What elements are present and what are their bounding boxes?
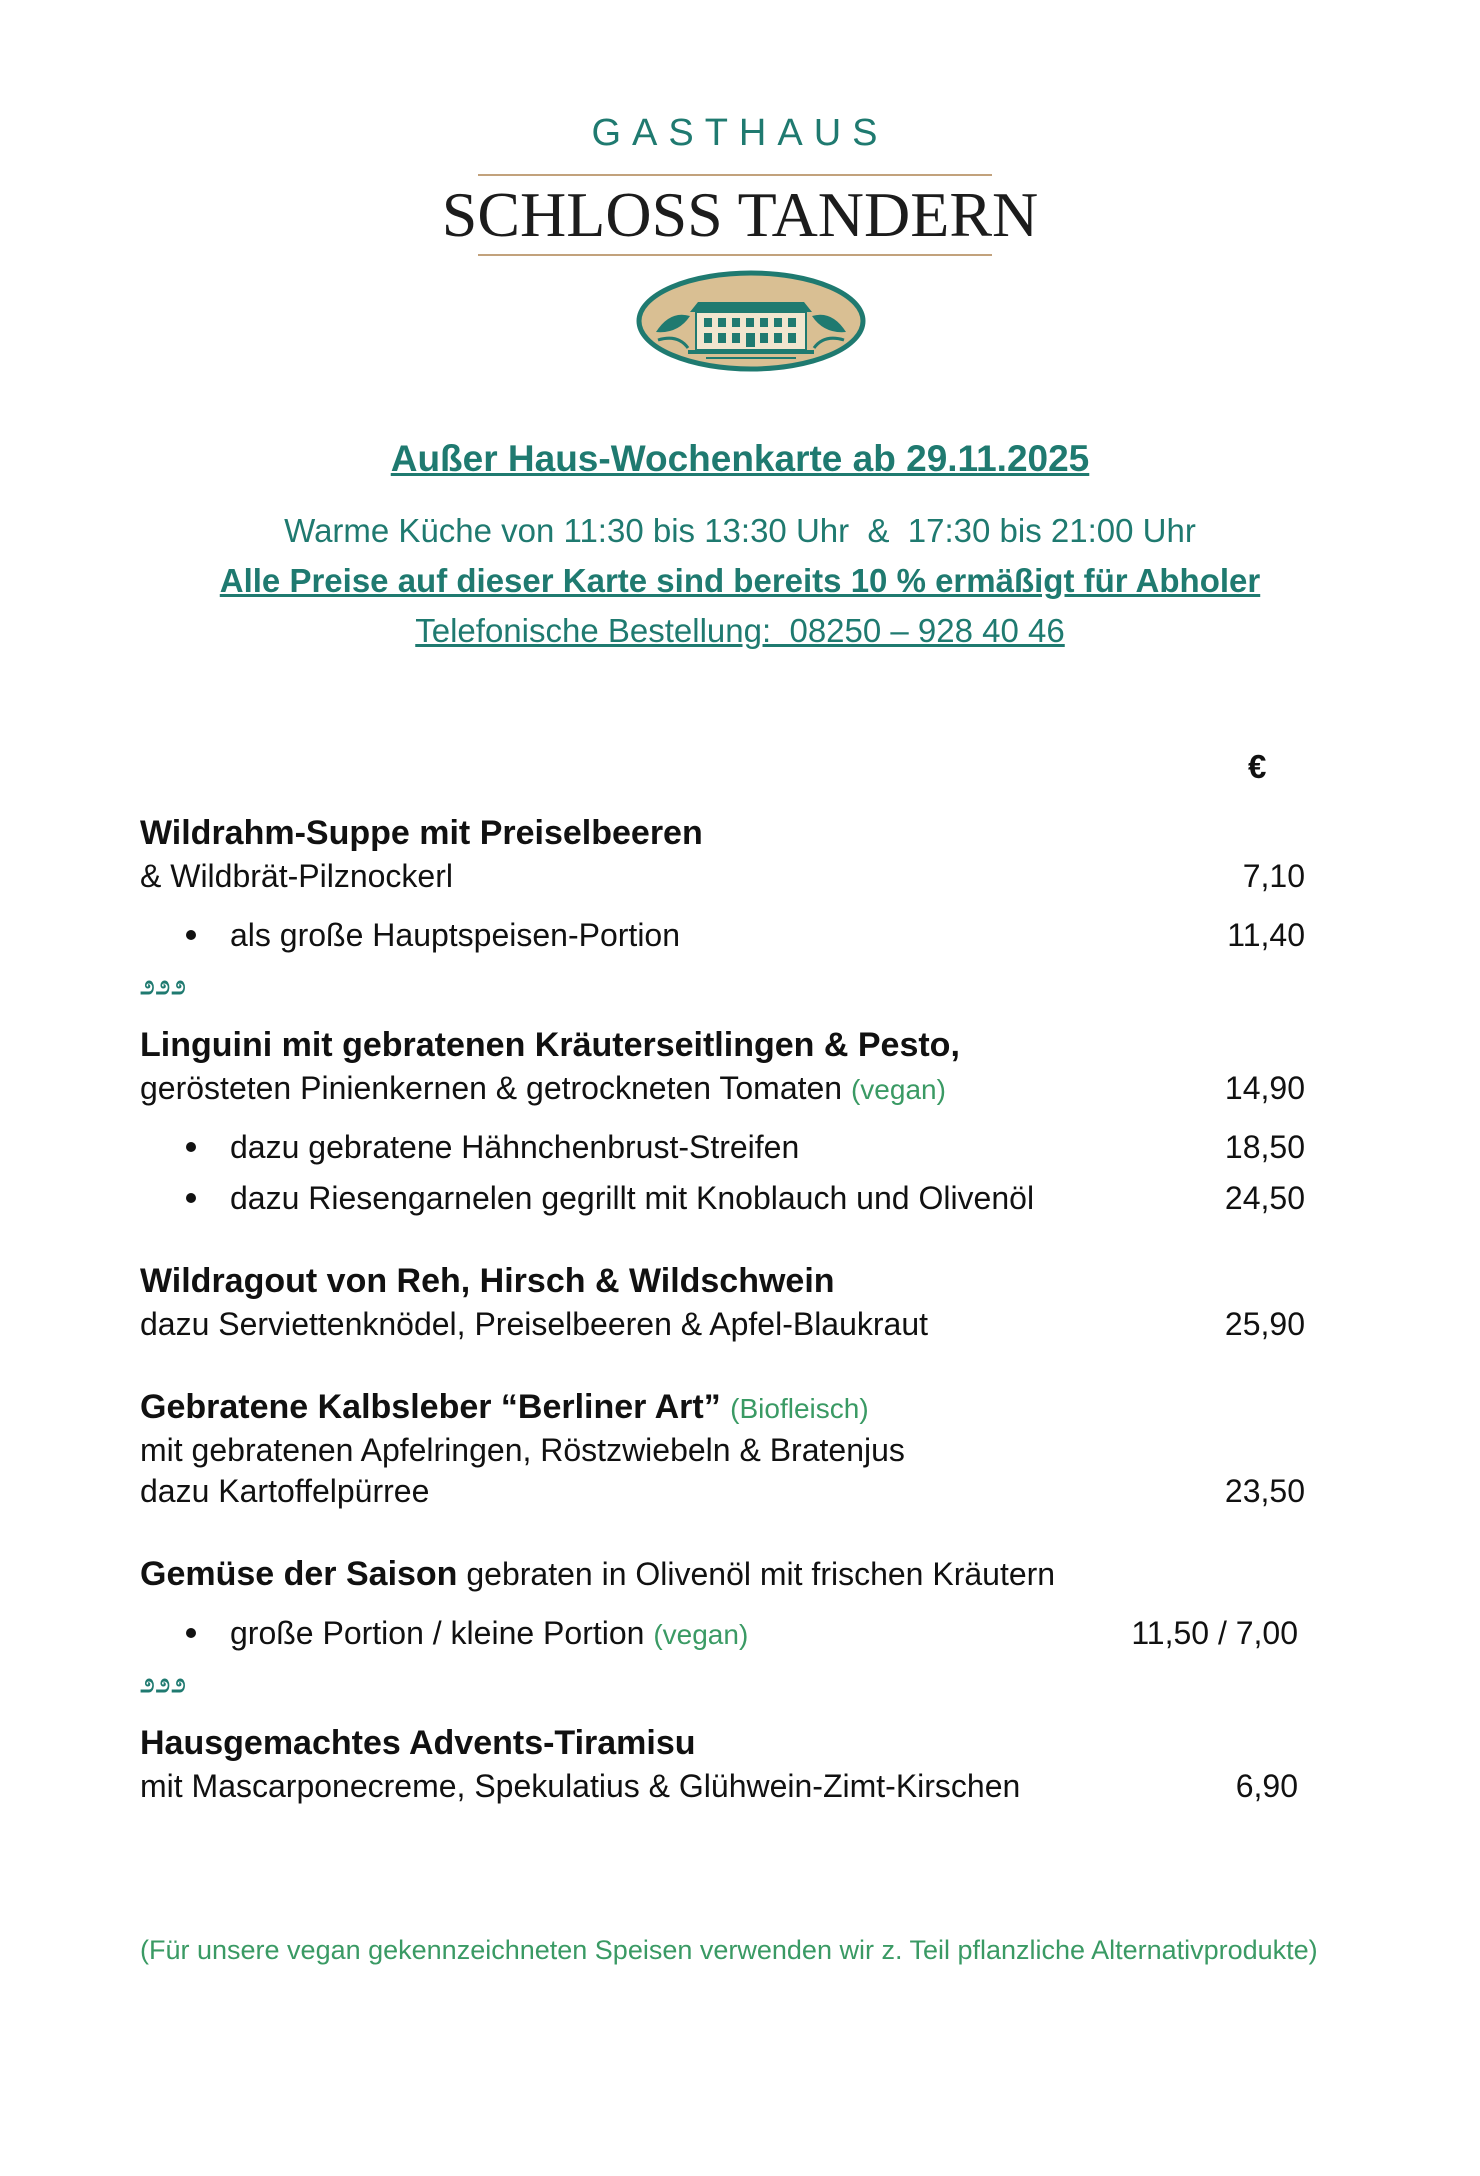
brand-name: SCHLOSS TANDERN (441, 179, 1039, 250)
option-price: 24,50 (1224, 1180, 1305, 1216)
dish-title-liver (140, 1388, 869, 1427)
list-item (186, 1180, 1034, 1217)
list-item (186, 917, 680, 954)
list-item (186, 1129, 799, 1166)
menu-title: Außer Haus-Wochenkarte ab 29.11.2025 (390, 438, 1090, 479)
phone-order: Telefonische Bestellung: 08250 – 928 40 46 (415, 612, 1065, 649)
vegan-tag: (vegan) (653, 1619, 749, 1650)
option-label: als große Hauptspeisen-Portion (230, 917, 681, 953)
dish-title-vegetables (140, 1555, 1055, 1594)
dish-desc-liver-2: dazu Kartoffelpürree (140, 1473, 430, 1509)
dish-price-liver: 23,50 (1224, 1473, 1305, 1509)
option-price: 11,50 / 7,00 (1131, 1615, 1298, 1651)
dish-price-soup: 7,10 (1242, 858, 1305, 894)
logo-rule-bottom (478, 254, 992, 256)
dish-desc-liver-1: mit gebratenen Apfelringen, Röstzwiebeln & Bratenjus (140, 1432, 905, 1468)
title-text: Gemüse der Saison (140, 1555, 458, 1593)
dish-desc-soup: & Wildbrät-Pilznockerl (140, 858, 453, 894)
dish-desc-dessert: mit Mascarponecreme, Spekulatius & Glühwein-Zimt-Kirschen (140, 1768, 1021, 1804)
castle-logo-icon (636, 270, 866, 372)
vegan-footnote: (Für unsere vegan gekennzeichneten Speisen verwenden wir z. Teil pflanzliche Alternativprodukte) (140, 1935, 1318, 1965)
option-label: große Portion / kleine Portion (230, 1615, 645, 1651)
vegan-tag: (vegan) (850, 1074, 946, 1105)
title-rest: gebraten in Olivenöl mit frischen Kräutern (457, 1556, 1056, 1592)
dish-title-dessert: Hausgemachtes Advents-Tiramisu (140, 1724, 696, 1762)
option-label: dazu Riesengarnelen gegrillt mit Knoblauch und Olivenöl (230, 1180, 1035, 1216)
separator-icon: ೨೨೨ (140, 970, 187, 1000)
kitchen-hours: Warme Küche von 11:30 bis 13:30 Uhr & 17:30 bis 21:00 Uhr (284, 512, 1196, 549)
desc-text: gerösteten Pinienkernen & getrockneten Tomaten (140, 1070, 843, 1106)
dish-title-ragout: Wildragout von Reh, Hirsch & Wildschwein (140, 1262, 835, 1300)
dish-price-ragout: 25,90 (1224, 1306, 1305, 1342)
bio-tag: (Biofleisch) (730, 1393, 869, 1424)
price-note: Alle Preise auf dieser Karte sind bereits 10 % ermäßigt für Abholer (219, 562, 1261, 599)
dish-price-linguini: 14,90 (1224, 1070, 1305, 1106)
list-item (186, 1615, 748, 1652)
dish-price-dessert: 6,90 (1235, 1768, 1298, 1804)
logo-rule-top (478, 174, 992, 176)
dish-desc-ragout: dazu Serviettenknödel, Preiselbeeren & Apfel-Blaukraut (140, 1306, 929, 1342)
brand-gasthaus: GASTHAUS (591, 112, 889, 154)
dish-title-soup: Wildrahm-Suppe mit Preiselbeeren (140, 814, 703, 852)
option-price: 18,50 (1224, 1129, 1305, 1165)
option-label: dazu gebratene Hähnchenbrust-Streifen (230, 1129, 800, 1165)
dish-desc-linguini (140, 1070, 946, 1107)
title-text: Gebratene Kalbsleber “Berliner Art” (140, 1388, 721, 1426)
currency-header: € (1248, 748, 1267, 785)
separator-icon: ೨೨೨ (140, 1668, 187, 1698)
option-price: 11,40 (1227, 917, 1305, 953)
dish-title-linguini: Linguini mit gebratenen Kräuterseitlingen & Pesto, (140, 1026, 960, 1064)
